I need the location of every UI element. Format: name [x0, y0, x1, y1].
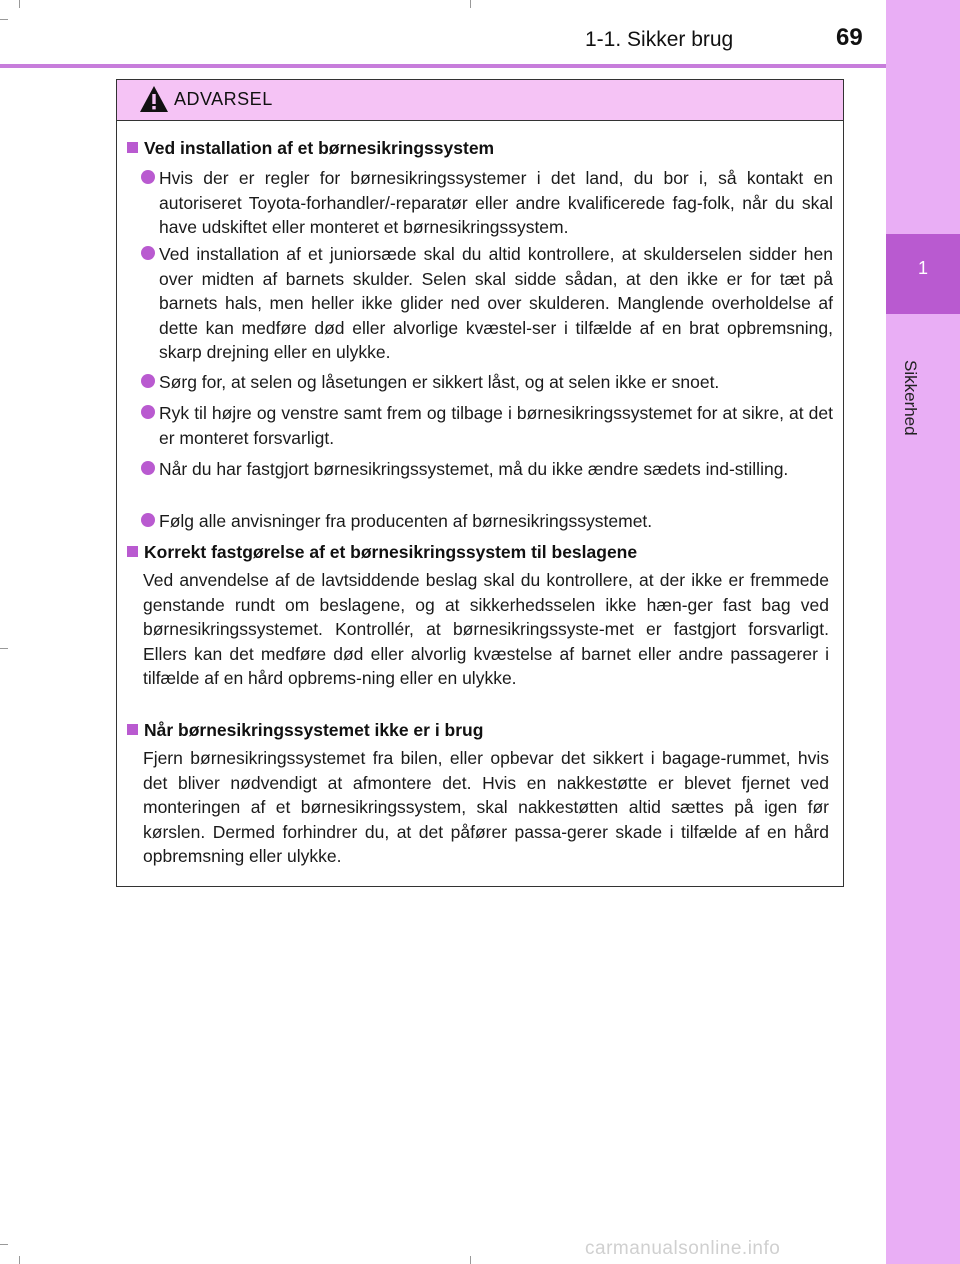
- section-heading: Ved installation af et børnesikringssystem: [127, 138, 494, 159]
- watermark: carmanualsonline.info: [585, 1238, 781, 1259]
- bullet-dot-icon: [141, 513, 155, 527]
- section-heading: Når børnesikringssystemet ikke er i brug: [127, 720, 483, 741]
- chapter-number: 1: [917, 258, 928, 278]
- crop-mark: [19, 1256, 20, 1264]
- section-paragraph: Ved anvendelse af de lavtsiddende beslag skal du kontrollere, at der ikke er fremmede genstande rundt om beslagene, og at sikkerhedsselen ikke hæn-ger fast bag ved børnesikringssystemet. Kontrollér, at børnesikringssyste-met er fastgjort forsvarligt. Ellers kan det medføre død eller alvorlig kvæstelse af barnet eller andre passagerer i tilfælde af en hård opbrems-ning eller en ulykke.: [143, 570, 829, 688]
- chapter-strip: [886, 0, 960, 1264]
- bullet-dot-icon: [141, 246, 155, 260]
- warning-icon: [139, 85, 169, 118]
- header-rule: [0, 64, 886, 68]
- section-paragraph: Fjern børnesikringssystemet fra bilen, eller opbevar det sikkert i bagage-rummet, hvis det bliver nødvendigt at afmontere det. Hvis en nakkestøtte er blevet fjernet ved monteringen af et børnesikringssystem, skal nakkestøtten altid sættes på igen før kørslen. Dermed forhindrer du, at det påfører passa-gerer skade i tilfælde af en hård opbremsning eller ulykke.: [143, 748, 829, 866]
- bullet-dot-icon: [141, 461, 155, 475]
- page-number: 69: [836, 24, 863, 51]
- list-item: Ved installation af et juniorsæde skal du altid kontrollere, at skulderselen sidder hen over midten af barnets skulder. Selen skal sidde sådan, at den ikke er for tæt på barnets hals, men heller ikke glider ned over skulderen. Manglende overholdelse af dette kan medføre død eller alvorlige kvæstel-ser i tilfælde af en brat opbremsning, skarp drejning eller en ulykke.: [141, 242, 833, 365]
- crop-mark: [470, 0, 471, 8]
- crop-mark: [0, 1244, 8, 1245]
- chapter-label: Sikkerhed: [901, 360, 920, 436]
- warning-title: ADVARSEL: [174, 89, 273, 109]
- list-item: Ryk til højre og venstre samt frem og tilbage i børnesikringssystemet for at sikre, at det er monteret forsvarligt.: [141, 401, 833, 450]
- bullet-dot-icon: [141, 405, 155, 419]
- list-item: Sørg for, at selen og låsetungen er sikkert låst, og at selen ikke er snoet.: [141, 370, 833, 395]
- list-item: Hvis der er regler for børnesikringssystemer i det land, du bor i, så kontakt en autoriseret Toyota-forhandler/-reparatør eller andre kvalificerede fag-folk, når du skal have udskiftet eller monteret et børnesikringssystem.: [141, 166, 833, 240]
- crop-mark: [19, 0, 20, 8]
- crop-mark: [0, 648, 8, 649]
- chapter-tab[interactable]: [886, 234, 960, 314]
- bullet-dot-icon: [141, 170, 155, 184]
- section-title: 1-1. Sikker brug: [585, 28, 734, 51]
- square-bullet-icon: [127, 142, 138, 153]
- list-item: Når du har fastgjort børnesikringssystemet, må du ikke ændre sædets ind-stilling.: [141, 457, 833, 482]
- crop-mark: [0, 19, 8, 20]
- bullet-dot-icon: [141, 374, 155, 388]
- crop-mark: [470, 1256, 471, 1264]
- square-bullet-icon: [127, 546, 138, 557]
- square-bullet-icon: [127, 724, 138, 735]
- warning-header: [117, 80, 843, 121]
- list-item: Følg alle anvisninger fra producenten af børnesikringssystemet.: [141, 509, 833, 534]
- section-heading: Korrekt fastgørelse af et børnesikringssystem til beslagene: [127, 542, 637, 563]
- warning-box: [116, 79, 844, 887]
